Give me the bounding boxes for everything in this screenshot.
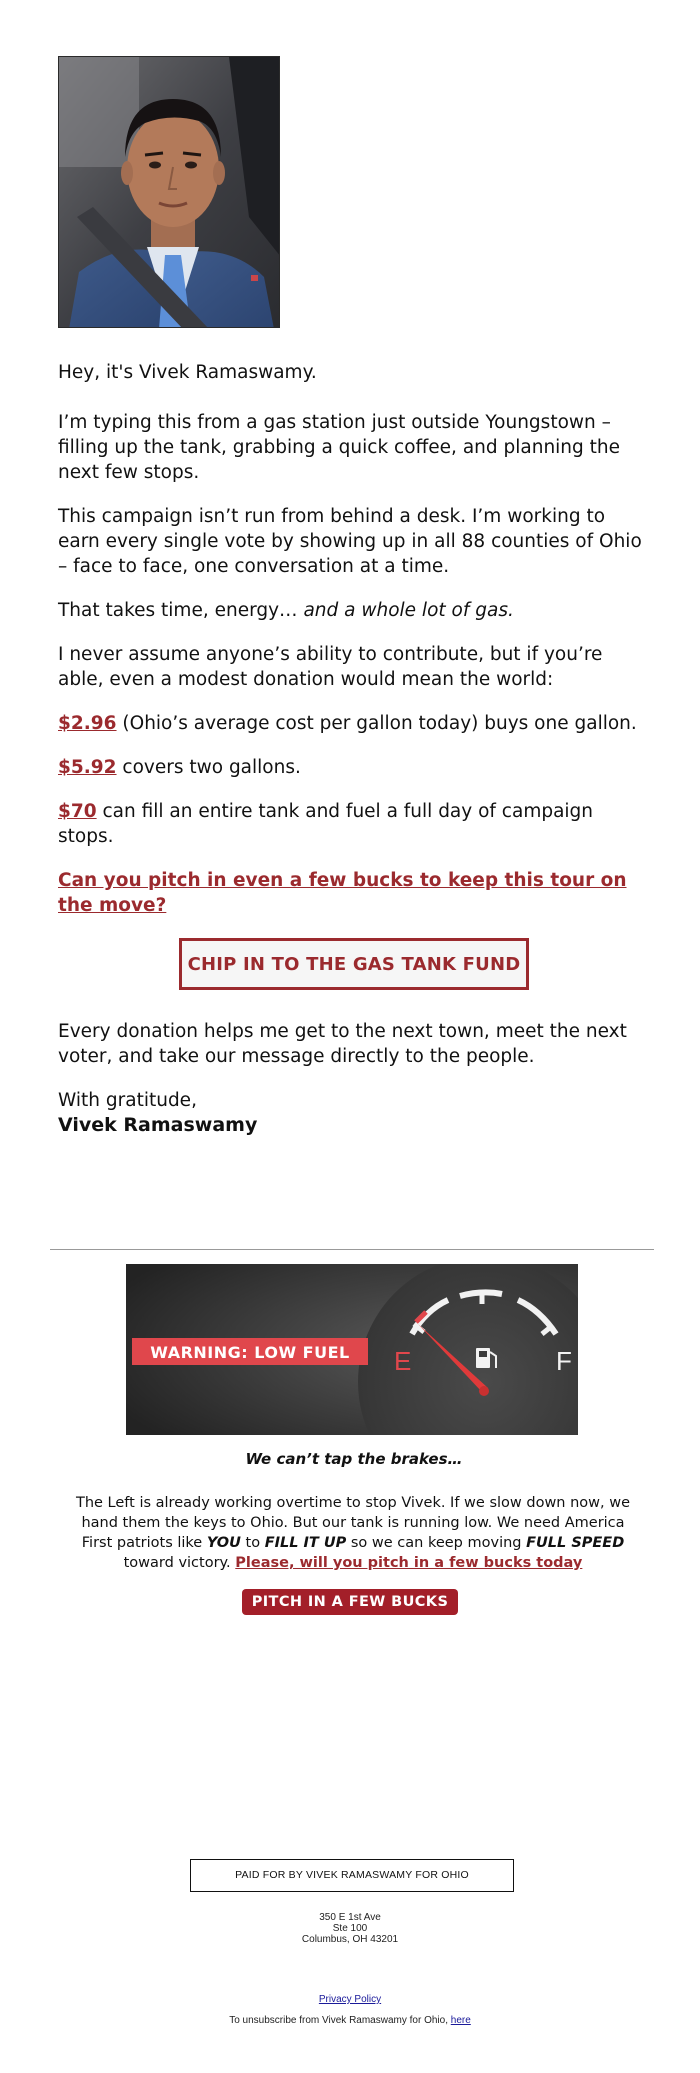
- footer-text-2: to: [240, 1535, 265, 1551]
- amount-link-2[interactable]: $5.92: [58, 757, 117, 778]
- candidate-photo: [58, 56, 280, 328]
- mailing-address: [0, 1912, 700, 1945]
- amount-row-1: [58, 711, 650, 736]
- tagline: We can’t tap the brakes…: [245, 1450, 463, 1468]
- amount-row-3: [58, 799, 650, 849]
- amount-row-2: [58, 755, 650, 780]
- footer-text-4: toward victory.: [123, 1555, 236, 1571]
- gas-italic: and a whole lot of gas.: [303, 600, 514, 621]
- amount-text-1: (Ohio’s average cost per gallon today) buys one gallon.: [116, 713, 637, 734]
- address-line-1: 350 E 1st Ave: [319, 1912, 381, 1923]
- low-fuel-banner[interactable]: [126, 1264, 578, 1435]
- greeting: Hey, it's Vivek Ramaswamy.: [58, 362, 317, 383]
- em-you: YOU: [206, 1535, 241, 1551]
- paragraph-gas-station: I’m typing this from a gas station just outside Youngstown – filling up the tank, grabbing a quick coffee, and planning the next few stops.: [58, 412, 621, 483]
- unsubscribe-row: [0, 2015, 700, 2026]
- paragraph-campaign: This campaign isn’t run from behind a desk. I’m working to earn every single vote by showing up in all 88 counties of Ohio – face to face, one conversation at a time.: [58, 506, 642, 577]
- gas-tank-fund-button[interactable]: CHIP IN TO THE GAS TANK FUND: [179, 938, 529, 990]
- letter-body: [58, 360, 650, 1157]
- paragraph-gas: [58, 598, 650, 623]
- footer-body: [68, 1493, 638, 1573]
- em-fill: FILL IT UP: [264, 1535, 347, 1551]
- unsubscribe-text: To unsubscribe from Vivek Ramaswamy for Ohio,: [229, 2015, 451, 2026]
- pitch-wrap: [0, 1589, 700, 1615]
- amount-link-1[interactable]: $2.96: [58, 713, 117, 734]
- closing: With gratitude,: [58, 1090, 197, 1111]
- paragraph-every-donation: Every donation helps me get to the next town, meet the next voter, and take our message directly to the people.: [58, 1021, 627, 1067]
- pitch-link[interactable]: Please, will you pitch in a few bucks today: [235, 1555, 583, 1571]
- footer-text-3: so we can keep moving: [346, 1535, 527, 1551]
- em-speed: FULL SPEED: [526, 1535, 625, 1551]
- ask-link[interactable]: Can you pitch in even a few bucks to keep this tour on the move?: [58, 870, 627, 916]
- amount-link-3[interactable]: $70: [58, 801, 97, 822]
- address-line-3: Columbus, OH 43201: [301, 1934, 399, 1945]
- signature: Vivek Ramaswamy: [58, 1114, 258, 1136]
- paragraph-donation: I never assume anyone’s ability to contribute, but if you’re able, even a modest donation would mean the world:: [58, 644, 603, 690]
- gas-plain: That takes time, energy…: [58, 600, 304, 621]
- warning-text: WARNING: LOW FUEL: [150, 1343, 350, 1362]
- gauge-full-label: F: [556, 1346, 572, 1376]
- footer-text-1: The Left is already working overtime to stop Vivek. If we slow down now, we hand them the keys to Ohio. But our tank is running low. We need America First patriots like: [75, 1495, 631, 1551]
- privacy-row: [0, 1994, 700, 2005]
- pitch-in-button[interactable]: PITCH IN A FEW BUCKS: [242, 1589, 459, 1615]
- divider: [50, 1249, 654, 1250]
- amount-text-3: can fill an entire tank and fuel a full day of campaign stops.: [58, 801, 594, 847]
- amount-text-2: covers two gallons.: [116, 757, 301, 778]
- paid-for-disclaimer: PAID FOR BY VIVEK RAMASWAMY FOR OHIO: [190, 1859, 514, 1892]
- privacy-policy-link[interactable]: Privacy Policy: [318, 1994, 382, 2005]
- cta-wrap: [58, 938, 650, 990]
- address-line-2: Ste 100: [332, 1923, 368, 1934]
- unsubscribe-link[interactable]: here: [450, 2015, 471, 2026]
- gauge-empty-label: E: [394, 1346, 412, 1376]
